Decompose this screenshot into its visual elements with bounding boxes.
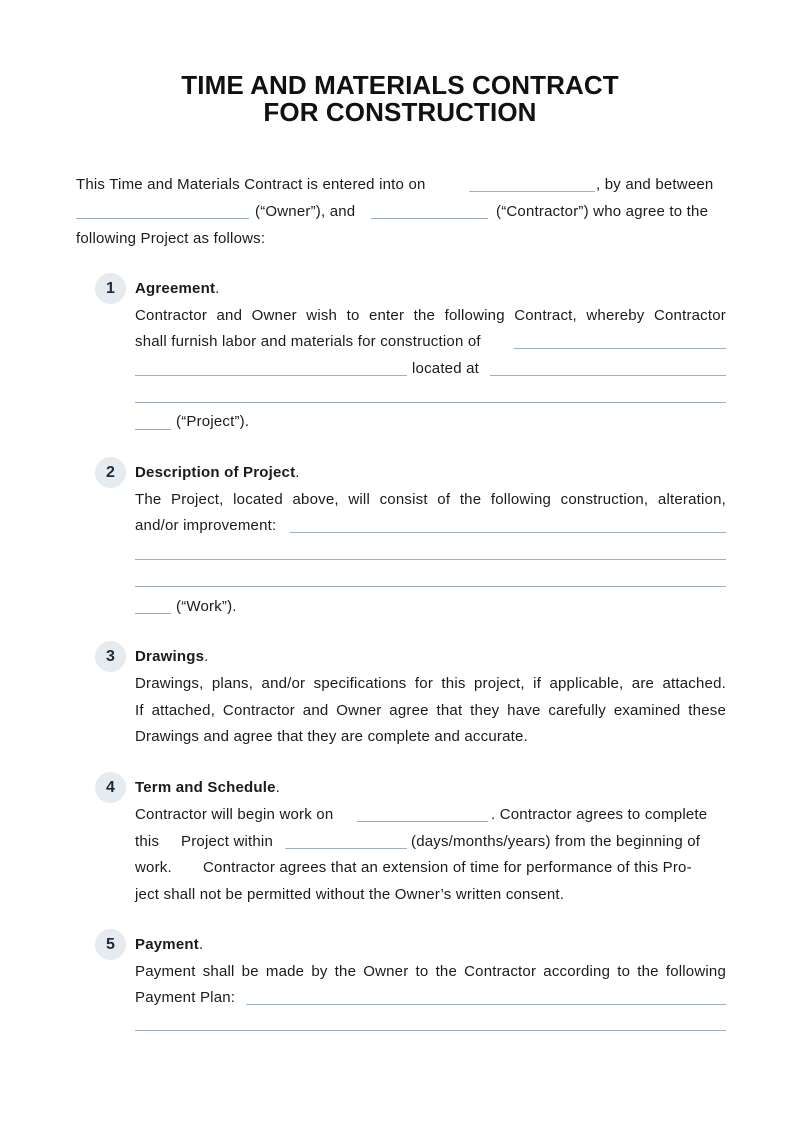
contract-date-blank[interactable]: [469, 191, 595, 192]
improvement-blank-line-3[interactable]: [135, 586, 726, 587]
section-text: ject shall not be permitted without the Owner’s written consent.: [135, 886, 565, 903]
duration-blank[interactable]: [285, 848, 407, 849]
section-text: Payment Plan:: [135, 989, 236, 1006]
work-end-blank[interactable]: [135, 613, 171, 614]
section-text: (days/months/years) from the beginning of: [411, 833, 701, 850]
section-text: Contractor and Owner wish to enter the following Contract, whereby Contractor: [135, 307, 726, 324]
section-text: Project within: [181, 833, 274, 850]
improvement-blank-line-2[interactable]: [135, 559, 726, 560]
section-text: and/or improvement:: [135, 517, 277, 534]
section-text: this: [135, 833, 160, 850]
section-number-badge: 4: [95, 772, 126, 803]
section-heading: Agreement.: [135, 280, 220, 297]
section-text: located at: [412, 360, 480, 377]
document-title-line-1: TIME AND MATERIALS CONTRACT: [181, 70, 619, 100]
section-number-badge: 2: [95, 457, 126, 488]
construction-of-blank[interactable]: [514, 348, 726, 349]
location-blank[interactable]: [490, 375, 726, 376]
payment-plan-blank-line-2[interactable]: [135, 1030, 726, 1031]
section-text: The Project, located above, will consist of the following construction, alteration,: [135, 491, 726, 508]
start-date-blank[interactable]: [357, 821, 488, 822]
contractor-name-blank[interactable]: [371, 218, 488, 219]
section-heading: Term and Schedule.: [135, 779, 281, 796]
intro-text: , by and between: [596, 176, 714, 193]
project-end-blank[interactable]: [135, 429, 171, 430]
section-number-badge: 5: [95, 929, 126, 960]
section-text: work.: [135, 859, 172, 876]
payment-plan-blank[interactable]: [246, 1004, 726, 1005]
intro-text: following Project as follows:: [76, 230, 266, 247]
intro-text: (“Owner”), and: [255, 203, 356, 220]
section-text: Drawings and agree that they are complete and accurate.: [135, 728, 528, 745]
section-text: If attached, Contractor and Owner agree that they have carefully examined these: [135, 702, 726, 719]
improvement-blank[interactable]: [290, 532, 726, 533]
section-heading: Drawings.: [135, 648, 209, 665]
section-text: shall furnish labor and materials for construction of: [135, 333, 481, 350]
section-text: Contractor will begin work on: [135, 806, 334, 823]
section-text: (“Project”).: [176, 413, 250, 430]
section-text: Payment shall be made by the Owner to the Contractor according to the following: [135, 963, 726, 980]
section-heading: Description of Project.: [135, 464, 300, 481]
owner-name-blank[interactable]: [76, 218, 249, 219]
section-heading: Payment.: [135, 936, 204, 953]
section-text: Contractor agrees that an extension of time for performance of this Pro-: [203, 859, 692, 876]
section-text: (“Work”).: [176, 598, 237, 615]
intro-text: This Time and Materials Contract is entered into on: [76, 176, 426, 193]
section-text: . Contractor agrees to complete: [491, 806, 708, 823]
section-text: Drawings, plans, and/or specifications for this project, if applicable, are attached.: [135, 675, 726, 692]
construction-of-blank-continued[interactable]: [135, 375, 407, 376]
intro-text: (“Contractor”) who agree to the: [496, 203, 709, 220]
location-blank-continued[interactable]: [135, 402, 726, 403]
section-number-badge: 1: [95, 273, 126, 304]
document-title-line-2: FOR CONSTRUCTION: [263, 97, 537, 127]
section-number-badge: 3: [95, 641, 126, 672]
